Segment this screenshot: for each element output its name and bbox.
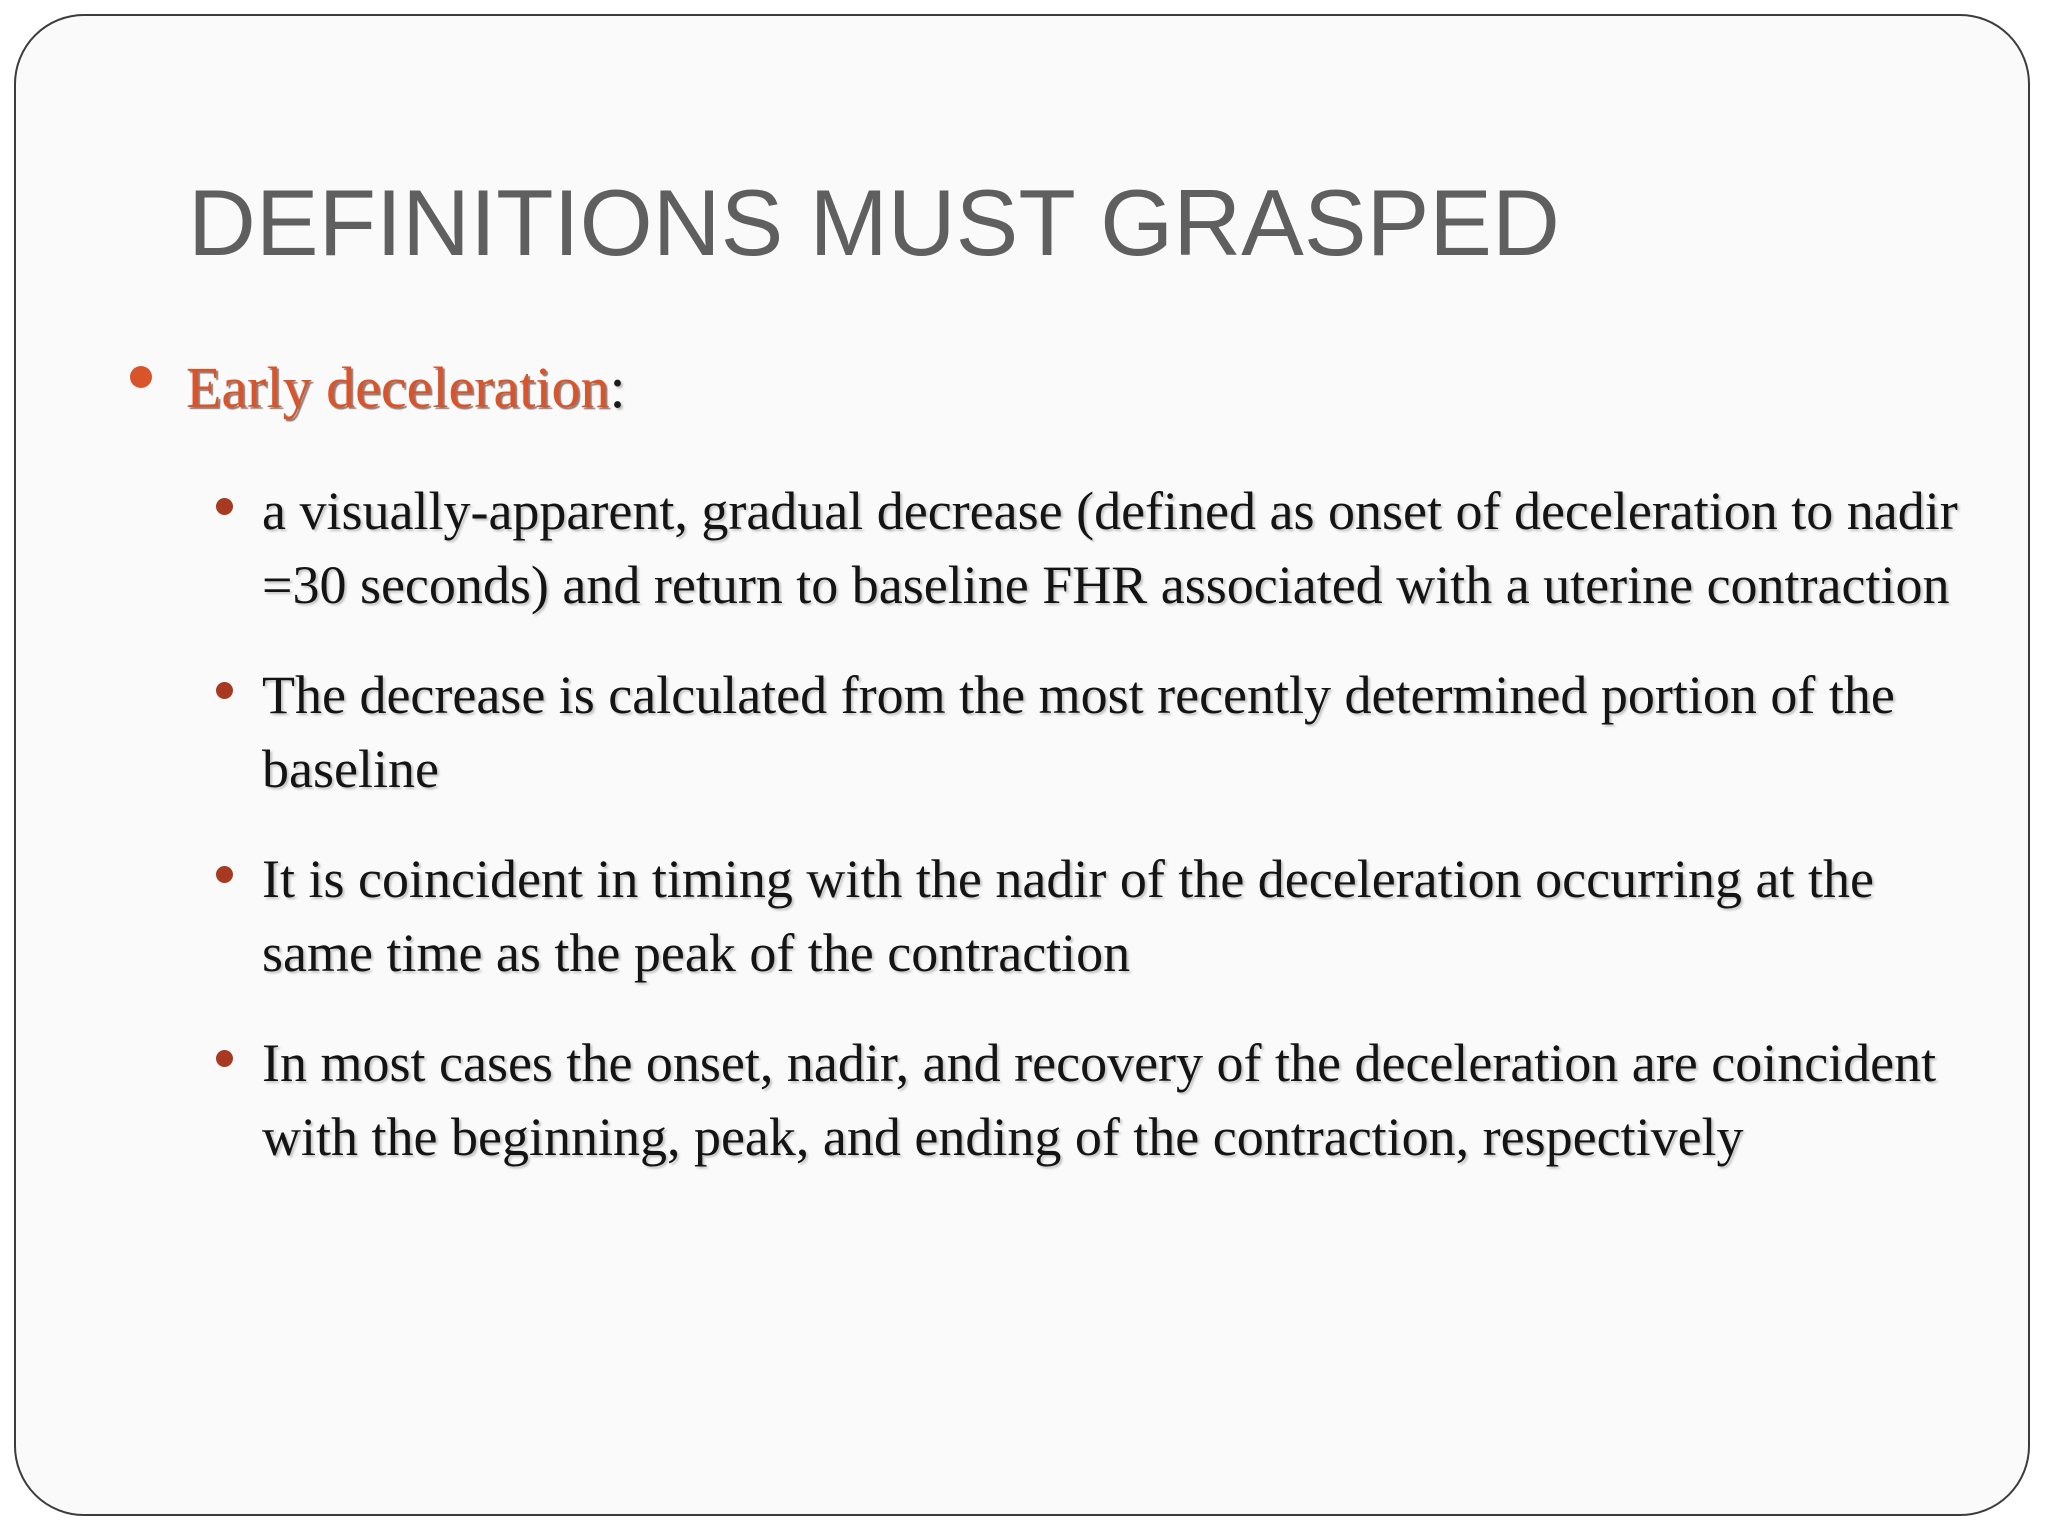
sub-bullet-list: [212, 481, 1972, 1222]
list-item: [212, 1033, 1972, 1174]
slide-title: DEFINITIONS MUST GRASPED: [188, 170, 1560, 275]
sub-bullet-dot-icon: [212, 486, 262, 536]
list-item-text: The decrease is calculated from the most recently determined portion of the baseline: [262, 665, 1895, 799]
list-item: [212, 481, 1972, 622]
heading-term: Early deceleration: [186, 355, 610, 420]
bullet-heading: [116, 356, 626, 426]
slide-frame: [14, 14, 2030, 1516]
list-item-text: It is coincident in timing with the nadir of the deceleration occurring at the same time as the peak of the contraction: [262, 849, 1874, 983]
bullet-dot-icon: [116, 356, 186, 426]
heading-text: [186, 356, 626, 420]
heading-suffix: :: [609, 355, 626, 420]
list-item: [212, 849, 1972, 990]
sub-bullet-dot-icon: [212, 1038, 262, 1088]
list-item-text: a visually-apparent, gradual decrease (defined as onset of deceleration to nadir =30 seconds) and return to baseline FHR associated with a uterine contraction: [262, 481, 1958, 615]
sub-bullet-dot-icon: [212, 854, 262, 904]
sub-bullet-dot-icon: [212, 670, 262, 720]
list-item-text: In most cases the onset, nadir, and recovery of the deceleration are coincident with the beginning, peak, and ending of the contraction, respectively: [262, 1033, 1937, 1167]
list-item: [212, 665, 1972, 806]
